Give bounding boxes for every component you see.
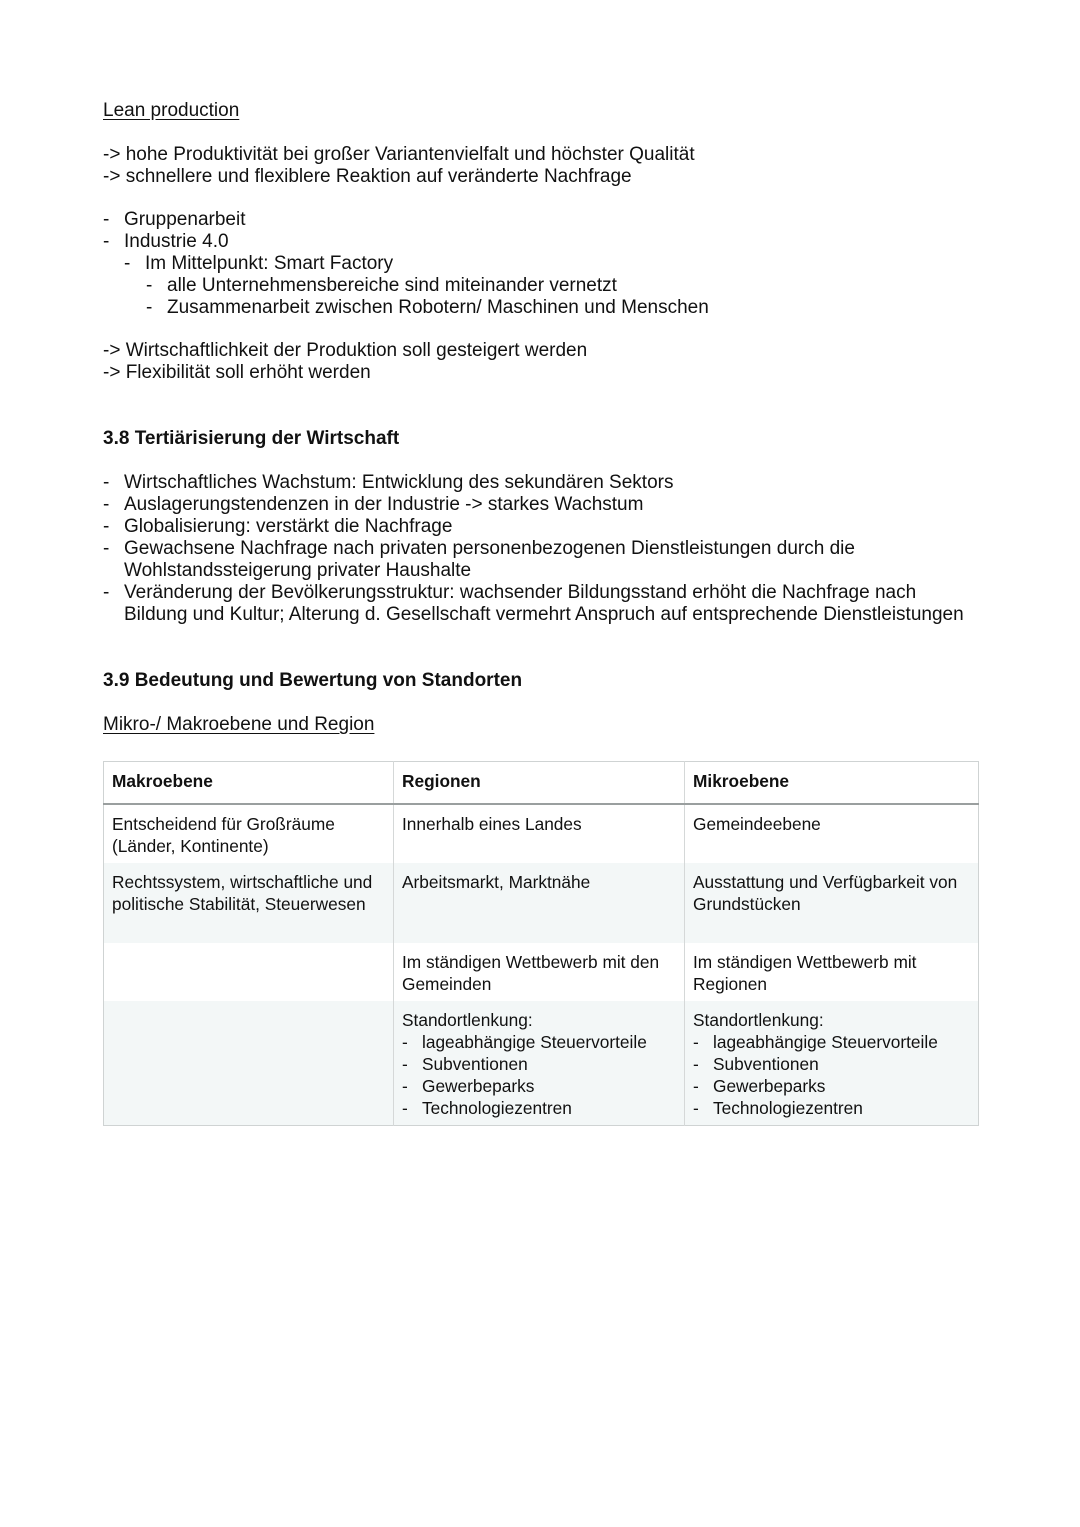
table-cell: Innerhalb eines Landes [394, 804, 685, 863]
lenkung-item-text: Subventionen [713, 1054, 819, 1074]
bullet-text: Auslagerungstendenzen in der Industrie -> starkes Wachstum [124, 494, 644, 515]
bullet-item: - alle Unternehmensbereiche sind miteinander vernetzt [103, 275, 978, 297]
table-cell: Gemeindeebene [685, 804, 979, 863]
arrow-line: -> Wirtschaftlichkeit der Produktion soll gesteigert werden [103, 340, 588, 361]
table-cell: Rechtssystem, wirtschaftliche und politische Stabilität, Steuerwesen [104, 863, 394, 943]
bullet-item: - Wirtschaftliches Wachstum: Entwicklung des sekundären Sektors [103, 472, 978, 494]
bullet-text: Industrie 4.0 [124, 231, 229, 252]
location-table [103, 761, 979, 1126]
lenkung-item-text: lageabhängige Steuervorteile [713, 1032, 938, 1052]
lenkung-item-text: Technologiezentren [422, 1098, 572, 1118]
lenkung-item: - Technologiezentren [402, 1098, 572, 1118]
section-heading-3-8: 3.8 Tertiärisierung der Wirtschaft [103, 428, 400, 449]
lenkung-item: - Gewerbeparks [402, 1076, 535, 1096]
lenkung-item: - Technologiezentren [693, 1098, 863, 1118]
bullet-text: Gruppenarbeit [124, 209, 246, 230]
table-cell: Ausstattung und Verfügbarkeit von Grundstücken [685, 863, 979, 943]
arrow-line: -> hohe Produktivität bei großer Variantenvielfalt und höchster Qualität [103, 144, 695, 165]
lenkung-item: - lageabhängige Steuervorteile [402, 1032, 647, 1052]
lenkung-item-text: Gewerbeparks [422, 1076, 535, 1096]
lenkung-item: - Subventionen [693, 1054, 819, 1074]
table-cell: Im ständigen Wettbewerb mit Regionen [685, 943, 979, 1001]
table-row [104, 863, 979, 943]
bullet-item: - Gewachsene Nachfrage nach privaten personenbezogenen Dienstleistungen durch die Wohlstandssteigerung privater Haushalte [103, 538, 978, 582]
lenkung-item: - Gewerbeparks [693, 1076, 826, 1096]
bullet-text: Veränderung der Bevölkerungsstruktur: wachsender Bildungsstand erhöht die Nachfrage nach Bildung und Kultur; Alterung d. Gesellschaft vermehrt Anspruch auf entsprechende Dienstleistungen [124, 582, 964, 625]
table-cell: Arbeitsmarkt, Marktnähe [394, 863, 685, 943]
lenkung-item: - Subventionen [402, 1054, 528, 1074]
lenkung-item-text: Technologiezentren [713, 1098, 863, 1118]
bullet-text: alle Unternehmensbereiche sind miteinander vernetzt [167, 275, 617, 296]
table-cell: Im ständigen Wettbewerb mit den Gemeinden [394, 943, 685, 1001]
bullet-item: - Auslagerungstendenzen in der Industrie -> starkes Wachstum [103, 494, 978, 516]
arrow-line: -> Flexibilität soll erhöht werden [103, 362, 371, 383]
bullet-item: - Gruppenarbeit [103, 209, 978, 231]
bullet-text: Gewachsene Nachfrage nach privaten personenbezogenen Dienstleistungen durch die Wohlstandssteigerung privater Haushalte [124, 538, 855, 581]
table-cell: Entscheidend für Großräume (Länder, Kontinente) [104, 804, 394, 863]
lenkung-label: Standortlenkung: [693, 1010, 824, 1030]
table-cell [104, 1001, 394, 1126]
lenkung-label: Standortlenkung: [402, 1010, 533, 1030]
column-header: Makroebene [104, 762, 394, 805]
table-row [104, 1001, 979, 1126]
lenkung-item-text: Gewerbeparks [713, 1076, 826, 1096]
bullet-text: Globalisierung: verstärkt die Nachfrage [124, 516, 453, 537]
table-cell [685, 1001, 979, 1126]
table-row [104, 943, 979, 1001]
bullet-item: - Globalisierung: verstärkt die Nachfrage [103, 516, 978, 538]
lenkung-item-text: lageabhängige Steuervorteile [422, 1032, 647, 1052]
bullet-item: - Industrie 4.0 [103, 231, 978, 253]
table-header-row [104, 762, 979, 805]
document-page [103, 100, 978, 1126]
bullet-text: Im Mittelpunkt: Smart Factory [145, 253, 394, 274]
column-header: Regionen [394, 762, 685, 805]
table-row [104, 804, 979, 863]
arrow-line: -> schnellere und flexiblere Reaktion auf veränderte Nachfrage [103, 166, 632, 187]
table-cell [394, 1001, 685, 1126]
table-subtitle: Mikro-/ Makroebene und Region [103, 714, 375, 735]
bullet-text: Wirtschaftliches Wachstum: Entwicklung des sekundären Sektors [124, 472, 674, 493]
column-header: Mikroebene [685, 762, 979, 805]
lenkung-item: - lageabhängige Steuervorteile [693, 1032, 938, 1052]
bullet-item: - Zusammenarbeit zwischen Robotern/ Maschinen und Menschen [103, 297, 978, 319]
table-cell [104, 943, 394, 1001]
lean-production-title: Lean production [103, 100, 240, 121]
lenkung-item-text: Subventionen [422, 1054, 528, 1074]
bullet-item: - Im Mittelpunkt: Smart Factory [103, 253, 978, 275]
bullet-text: Zusammenarbeit zwischen Robotern/ Maschinen und Menschen [167, 297, 709, 318]
bullet-item: - Veränderung der Bevölkerungsstruktur: wachsender Bildungsstand erhöht die Nachfrage nach Bildung und Kultur; Alterung d. Gesellschaft vermehrt Anspruch auf entsprechende Dienstleistungen [103, 582, 978, 626]
section-heading-3-9: 3.9 Bedeutung und Bewertung von Standorten [103, 670, 523, 691]
